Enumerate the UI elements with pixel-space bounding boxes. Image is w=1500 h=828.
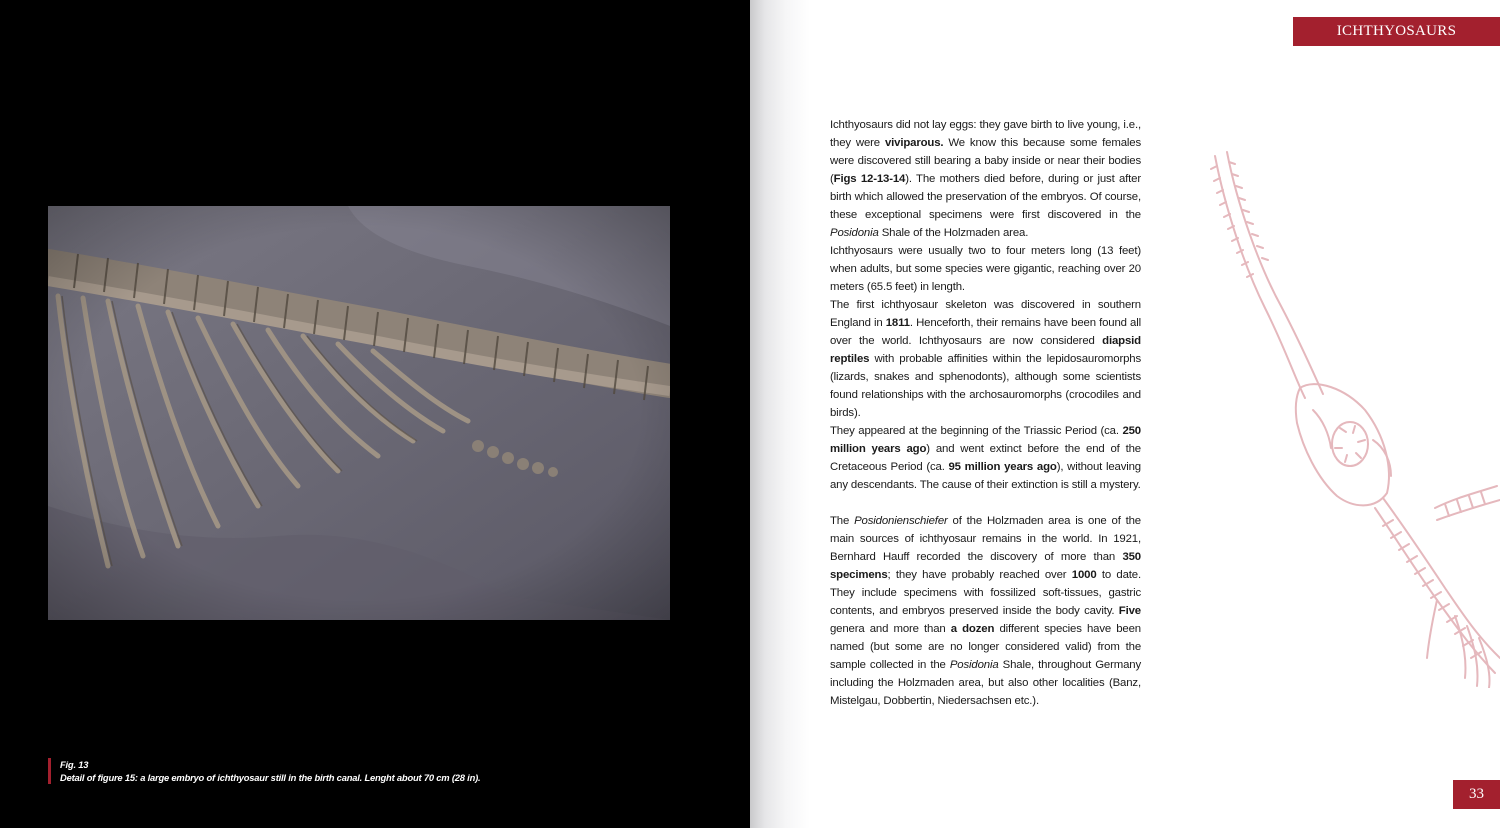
text-run: They appeared at the beginning of the Triassic Period (ca. — [830, 425, 1123, 437]
text-run: Ichthyosaurs did not lay eggs: they gave birth to live young, i.e., they were — [830, 119, 1141, 149]
italic-text: Posidonia — [949, 659, 999, 671]
bold-text: 250 million years ago — [830, 425, 1141, 455]
bold-text: diapsid reptiles — [830, 335, 1141, 365]
italic-text: Posidonienschiefer — [854, 515, 948, 527]
bold-text: 350 specimens — [830, 551, 1141, 581]
italic-text: Posidonia — [830, 227, 879, 239]
text-run: The first ichthyosaur skeleton was discovered in southern England in — [830, 299, 1141, 329]
body-paragraph — [830, 512, 1141, 710]
text-run: different species have been named (but some are no longer considered valid) from the sample collected in the — [830, 623, 1141, 671]
text-run: Ichthyosaurs were usually two to four meters long (13 feet) when adults, but some species were gigantic, reaching over 20 meters (65.5 feet) in length. — [830, 245, 1141, 293]
body-paragraph — [830, 422, 1141, 494]
figure-label: Fig. 13 — [60, 759, 89, 770]
fossil-photo — [48, 206, 670, 620]
figure-caption — [48, 758, 480, 784]
body-paragraph — [830, 242, 1141, 296]
body-paragraph — [830, 116, 1141, 242]
ichthyosaur-skeleton-illustration — [1205, 148, 1500, 688]
text-run: ). The mothers died before, during or just after birth which allowed the preservation of the embryos. Of course, these exceptional specimens were first discovered in the — [830, 173, 1141, 221]
bold-text: 95 million years ago — [948, 461, 1057, 473]
bold-text: Five — [1118, 605, 1141, 617]
text-run: of the Holzmaden area is one of the main sources of ichthyosaur remains in the world. In 1921, Bernhard Hauff recorded the discovery of more than — [830, 515, 1141, 563]
text-run: to date. They include specimens with fossilized soft-tissues, gastric contents, and embryos preserved inside the body cavity. — [830, 569, 1141, 617]
bold-text: viviparous. — [884, 137, 944, 149]
text-run: . Henceforth, their remains have been found all over the world. Ichthyosaurs are now considered — [830, 317, 1141, 347]
bold-text: Figs 12-13-14 — [833, 173, 906, 185]
text-run: Shale of the Holzmaden area. — [878, 227, 1029, 239]
bold-text: 1811 — [885, 317, 910, 329]
text-run: ), without leaving any descendants. The cause of their extinction is still a mystery. — [830, 461, 1141, 491]
bold-text: 1000 — [1071, 569, 1097, 581]
text-run: genera and more than — [830, 623, 951, 635]
text-run: Shale, throughout Germany including the Holzmaden area, but also other localities (Banz, Mistelgau, Dobbertin, Niedersachsen etc.). — [830, 659, 1142, 707]
right-page — [750, 0, 1500, 828]
body-paragraph — [830, 296, 1141, 422]
text-run: with probable affinities within the lepidosauromorphs (lizards, snakes and sphenodonts), although some scientists found relationships with the archosauromorphs (crocodiles and birds). — [830, 353, 1141, 419]
figure-caption-text: Detail of figure 15: a large embryo of ichthyosaur still in the birth canal. Lenght about 70 cm (28 in). — [60, 772, 481, 783]
text-run: ; they have probably reached over — [887, 569, 1072, 581]
text-run: We know this because some females were discovered still bearing a baby inside or near their bodies ( — [830, 137, 1141, 185]
body-text — [830, 116, 1141, 710]
bold-text: a dozen — [950, 623, 995, 635]
chapter-title: ICHTHYOSAURS — [1293, 17, 1500, 46]
page-number: 33 — [1453, 780, 1500, 809]
text-run: The — [830, 515, 855, 527]
text-run: ) and went extinct before the end of the Cretaceous Period (ca. — [830, 443, 1141, 473]
